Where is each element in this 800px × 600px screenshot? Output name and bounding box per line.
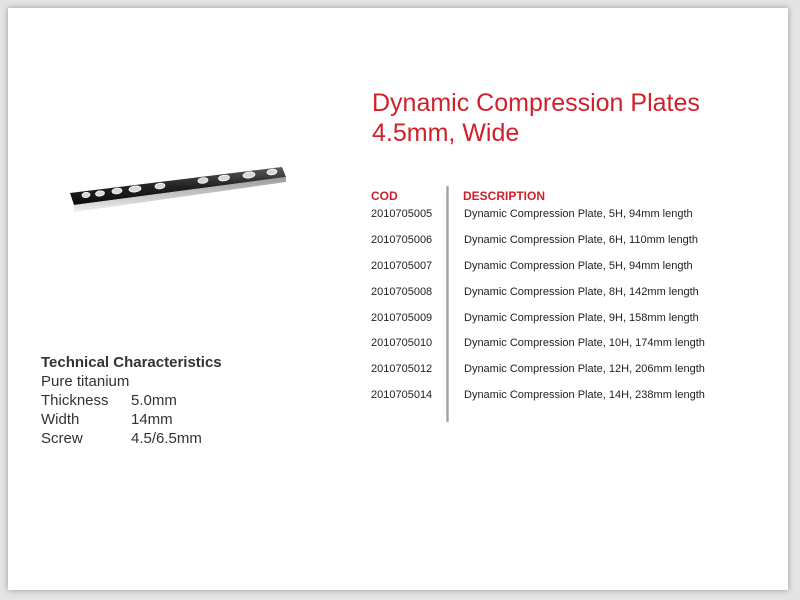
product-description: Dynamic Compression Plate, 14H, 238mm length [464,389,705,402]
spec-label: Width [41,411,80,428]
table-row [371,260,771,286]
product-code: 2010705014 [371,389,433,402]
column-header-description: DESCRIPTION [463,189,546,203]
material-text: Pure titanium [41,373,130,390]
product-code: 2010705006 [371,233,433,246]
product-description: Dynamic Compression Plate, 10H, 174mm length [464,337,705,350]
product-code: 2010705005 [371,208,433,220]
spec-row [41,429,222,448]
spec-row [41,391,222,410]
product-code: 2010705008 [371,285,433,298]
table-row [371,234,771,260]
product-description: Dynamic Compression Plate, 5H, 94mm length [464,208,693,220]
technical-characteristics [41,353,222,448]
bone-plate-image [60,155,300,225]
table-row [371,337,771,363]
spec-value: 5.0mm [131,392,177,409]
product-code: 2010705009 [371,311,433,324]
title-line-2: 4.5mm, Wide [372,119,520,147]
product-code: 2010705012 [371,363,433,376]
spec-value: 14mm [131,411,173,428]
table-row [371,286,771,312]
title-line-1: Dynamic Compression Plates [372,89,700,117]
product-code: 2010705010 [371,337,433,350]
product-description: Dynamic Compression Plate, 8H, 142mm length [464,285,699,298]
column-header-code: COD [371,189,398,203]
product-table [371,208,771,415]
product-code: 2010705007 [371,259,433,272]
spec-label: Screw [41,430,83,447]
product-description: Dynamic Compression Plate, 5H, 94mm length [464,259,693,272]
spec-row [41,410,222,429]
table-row [371,208,771,234]
technical-heading: Technical Characteristics [41,354,222,371]
table-row [371,389,771,415]
product-description: Dynamic Compression Plate, 6H, 110mm length [464,233,698,246]
table-row [371,312,771,338]
product-description: Dynamic Compression Plate, 12H, 206mm length [464,363,705,376]
table-row [371,363,771,389]
spec-label: Thickness [41,392,109,409]
page-title [372,88,700,148]
catalog-card [8,8,788,590]
product-description: Dynamic Compression Plate, 9H, 158mm length [464,311,699,324]
spec-value: 4.5/6.5mm [131,430,202,447]
